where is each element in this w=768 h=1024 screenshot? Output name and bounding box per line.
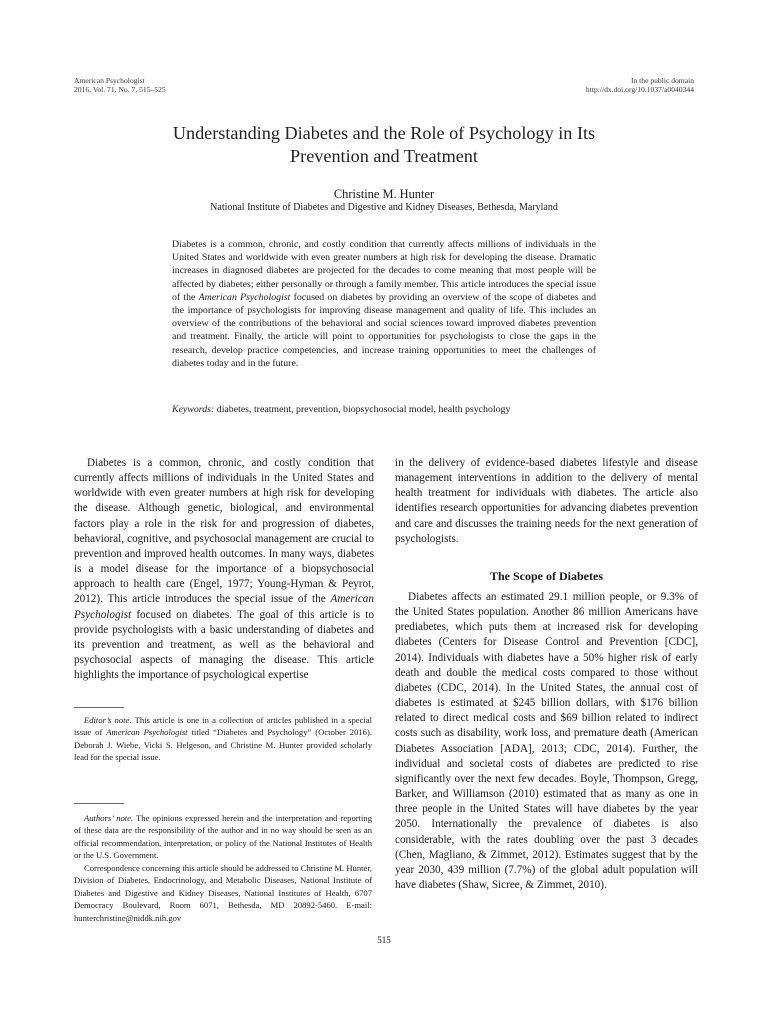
running-header-left xyxy=(74,76,166,94)
editors-note-journal: American Psychologist xyxy=(106,727,188,738)
rights-statement: In the public domain xyxy=(630,76,694,85)
authors-note-text: The opinions expressed herein and the interpretation and reporting of these data are the responsibility of the author and in no way should be seen as an official recommendation, interpretation, or policy of the National Institutes of Health or the U.S. Government. xyxy=(74,813,373,861)
running-header-right xyxy=(586,76,694,94)
authors-note xyxy=(74,812,372,862)
section-heading-scope: The Scope of Diabetes xyxy=(490,569,603,583)
title-line-2: Prevention and Treatment xyxy=(290,146,478,166)
editors-note-text-1: This article is one in a collection of articles published in a special issue of xyxy=(74,715,372,738)
author-affiliation: National Institute of Diabetes and Digestive and Kidney Diseases, Bethesda, Maryland xyxy=(210,202,558,213)
abstract-text-2: focused on diabetes by providing an overview of the scope of diabetes and the importance of psychologists for improving disease management and quality of life. This includes an overview of the contributions of the behavioral and social sciences toward improved diabetes prevention and treatment. Finally, the article will point to opportunities for psychologists to close the gaps in the research, develop practice competencies, and increase training opportunities to meet the challenges of diabetes today and in the future. xyxy=(172,291,596,369)
journal-name: American Psychologist xyxy=(74,76,145,85)
abstract xyxy=(172,238,596,370)
keywords-label: Keywords: xyxy=(172,404,215,415)
page-number: 515 xyxy=(377,935,391,945)
abstract-journal-name: American Psychologist xyxy=(198,291,291,303)
scope-paragraph: Diabetes affects an estimated 29.1 million people, or 9.3% of the United States population. Another 86 million Americans have prediabetes, which puts them at increased risk for developing diabetes (Centers for Disease Control and Prevention [CDC], 2014). Individuals with diabetes have a 50% higher risk of early death and double the medical costs compared to those without diabetes (CDC, 2014). In the United States, the annual cost of diabetes is estimated at $245 billion dollars, with $176 billion related to direct medical costs and $69 billion related to indirect costs such as disability, work loss, and premature death (American Diabetes Association [ADA], 2013; CDC, 2014). Further, the individual and societal costs of diabetes are predicted to rise significantly over the next few decades. Boyle, Thompson, Gregg, Barker, and Williamson (2010) estimated that as many as one in three people in the United States will have diabetes by the year 2050. Internationally the prevalence of diabetes is also considerable, with the rates doubling over the past 3 decades (Chen, Magliano, & Zimmet, 2012). Estimates suggest that by the year 2030, 439 million (7.7%) of the global adult population will have diabetes (Shaw, Sicree, & Zimmet, 2010). xyxy=(395,591,698,891)
correspondence-note: Correspondence concerning this article should be addressed to Christine M. Hunter, Division of Diabetes, Endocrinology, and Metabolic Diseases, National Institute of Diabetes and Digestive and Kidney Diseases, National Institutes of Health, 6707 Democracy Boulevard, Room 6071, Bethesda, MD 20892-5460. E-mail: hunterchristine@niddk.nih.gov xyxy=(74,863,372,923)
editors-note-label: Editor’s note. xyxy=(84,715,132,725)
intro-text-1: Diabetes is a common, chronic, and costly condition that currently affects millions of individuals in the United States and worldwide with even greater numbers at high risk for developing the disease. Although genetic, biological, and environmental factors play a role in the risk for and progression of diabetes, behavioral, cognitive, and psychosocial management are crucial to prevention and improved health outcomes. In many ways, diabetes is a model disease for the importance of a biopsychosocial approach to health care (Engel, 1977; Young-Hyman & Peyrot, 2012). This article introduces the special issue of the xyxy=(74,457,374,606)
article-title xyxy=(74,122,694,168)
keywords-text: diabetes, treatment, prevention, biopsychosocial model, health psychology xyxy=(216,404,511,415)
footnote-divider xyxy=(74,803,124,804)
abstract-text-1: Diabetes is a common, chronic, and costly condition that currently affects millions of individuals in the United States and worldwide with even greater numbers at high risk for developing the disease. Dramatic increases in diagnosed diabetes are projected for the decades to come meaning that most people will be affected by diabetes; either personally or through a family member. This article introduces the special issue of the xyxy=(172,239,596,303)
editors-note xyxy=(74,714,372,764)
author-name: Christine M. Hunter xyxy=(333,187,435,201)
doi-link[interactable]: http://dx.doi.org/10.1037/a0040344 xyxy=(585,85,694,94)
footnote-divider xyxy=(74,707,124,708)
body-right-column-continuation: in the delivery of evidence-based diabetes lifestyle and disease management interventions in addition to the delivery of mental health treatment for individuals with diabetes. The article also identifies research opportunities for advancing diabetes prevention and care and discusses the training needs for the next generation of psychologists. xyxy=(395,457,698,545)
body-left-column xyxy=(74,456,374,683)
editors-note-text-2: titled “Diabetes and Psychology” (October 2016). Deborah J. Wiebe, Vicki S. Helgeson, and Christine M. Hunter provided scholarly lead for the special issue. xyxy=(74,727,372,763)
intro-journal-name: American Psychologist xyxy=(74,593,374,621)
volume-info: 2016, Vol. 71, No. 7, 515–525 xyxy=(74,85,166,94)
title-line-1: Understanding Diabetes and the Role of Psychology in Its xyxy=(172,123,596,143)
keywords xyxy=(172,403,596,416)
authors-note-label: Authors’ note. xyxy=(84,813,134,823)
intro-text-2: focused on diabetes. The goal of this article is to provide psychologists with a basic understanding of diabetes and its prevention and treatment, as well as the behavioral and psychosocial aspects of managing the disease. This article highlights the importance of psychological expertise xyxy=(74,608,374,682)
